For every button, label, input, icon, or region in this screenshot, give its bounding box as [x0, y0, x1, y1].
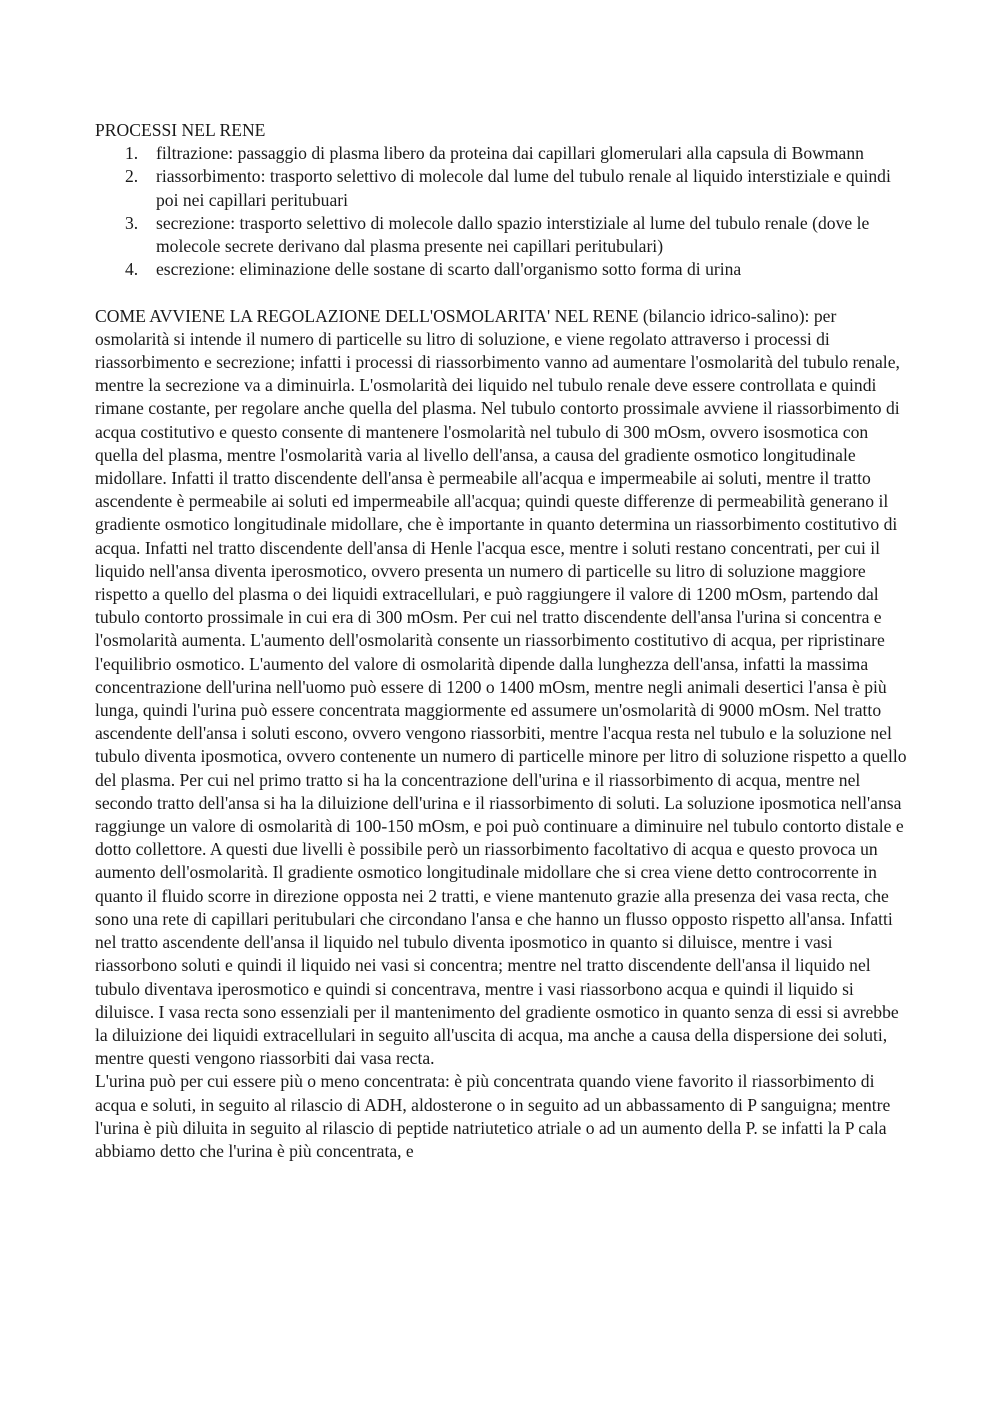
body-paragraph: COME AVVIENE LA REGOLAZIONE DELL'OSMOLARITA' NEL RENE (bilancio idrico-salino): per osmolarità si intende il numero di particelle su litro di soluzione, e viene regolato attraverso i processi di riassorbimento e secrezione; infatti i processi di riassorbimento vanno ad aumentare l'osmolarità del tubulo renale, mentre la secrezione va a diminuirla. L'osmolarità dei liquido nel tubulo renale deve essere controllata e quindi rimane costante, per regolare anche quella del plasma. Nel tubulo contorto prossimale avviene il riassorbimento di acqua costitutivo e questo consente di mantenere l'osmolarità nel tubulo di 300 mOsm, ovvero isosmotica con quella del plasma, mentre l'osmolarità varia al livello dell'ansa, a causa del gradiente osmotico longitudinale midollare. Infatti il tratto discendente dell'ansa è permeabile all'acqua e impermeabile ai soluti, mentre il tratto ascendente è permeabile ai soluti ed impermeabile all'acqua; quindi queste differenze di permeabilità generano il gradiente osmotico longitudinale midollare, che è importante in quanto determina un riassorbimento costitutivo di acqua. Infatti nel tratto discendente dell'ansa di Henle l'acqua esce, mentre i soluti restano concentrati, per cui il liquido nell'ansa diventa iperosmotico, ovvero presenta un numero di particelle su litro di soluzione maggiore rispetto a quello del plasma o dei liquidi extracellulari, e può raggiungere il valore di 1200 mOsm, partendo dal tubulo contorto prossimale in cui era di 300 mOsm. Per cui nel tratto discendente dell'ansa l'urina si concentra e l'osmolarità aumenta. L'aumento dell'osmolarità consente un riassorbimento costitutivo di acqua, per ripristinare l'equilibrio osmotico. L'aumento del valore di osmolarità dipende dalla lunghezza dell'ansa, infatti la massima concentrazione dell'urina nell'uomo può essere di 1200 o 1400 mOsm, mentre negli animali desertici l'ansa è più lunga, quindi l'urina può essere concentrata maggiormente ed assumere un'osmolarità di 9000 mOsm. Nel tratto ascendente dell'ansa i soluti escono, ovvero vengono riassorbiti, mentre l'acqua resta nel tubulo e la soluzione nel tubulo diventa iposmotica, ovvero contenente un numero di particelle minore per litro di soluzione rispetto a quello del plasma. Per cui nel primo tratto si ha la concentrazione dell'urina e il riassorbimento di acqua, mentre nel secondo tratto dell'ansa si ha la diluizione dell'urina e il riassorbimento di soluti. La soluzione iposmotica nell'ansa raggiunge un valore di osmolarità di 100-150 mOsm, e poi può continuare a diminuire nel tubulo contorto distale e dotto collettore. A questi due livelli è possibile però un riassorbimento facoltativo di acqua e questo provoca un aumento dell'osmolarità. Il gradiente osmotico longitudinale midollare che si crea viene detto controcorrente in quanto il fluido scorre in direzione opposta nei 2 tratti, e viene mantenuto grazie alla presenza dei vasa recta, che sono una rete di capillari peritubulari che circondano l'ansa e che hanno un flusso opposto rispetto all'ansa. Infatti nel tratto ascendente dell'ansa il liquido nel tubulo diventa iposmotico in quanto si diluisce, mentre i vasi riassorbono soluti e quindi il liquido nei vasi si concentra; mentre nel tratto discendente dell'ansa il liquido nel tubulo diventava iperosmotico e quindi si concentrava, mentre i vasi riassorbono acqua e quindi il liquido si diluisce. I vasa recta sono essenziali per il mantenimento del gradiente osmotico in quanto senza di essi si avrebbe la diluizione dei liquidi extracellulari in seguito all'uscita di acqua, ma anche a causa della dispersione dei soluti, mentre questi vengono riassorbiti dai vasa recta. — [95, 305, 907, 1069]
list-item-text: escrezione: eliminazione delle sostane di scarto dall'organismo sotto forma di urina — [156, 259, 742, 280]
list-item — [95, 212, 907, 258]
document-page — [95, 119, 907, 1163]
body-paragraph: L'urina può per cui essere più o meno concentrata: è più concentrata quando viene favorito il riassorbimento di acqua e soluti, in seguito al rilascio di ADH, aldosterone o in seguito ad un abbassamento di P sanguigna; mentre l'urina è più diluita in seguito al rilascio di peptide natriutetico atriale o ad un aumento della P. se infatti la P cala abbiamo detto che l'urina è più concentrata, e — [95, 1071, 891, 1161]
osmolarity-section — [95, 305, 907, 1164]
process-list — [95, 142, 907, 281]
list-item — [95, 258, 907, 281]
list-number: 3. — [125, 212, 139, 233]
list-item-text: filtrazione: passaggio di plasma libero da proteina dai capillari glomerulari alla capsula di Bowmann — [156, 143, 864, 164]
list-item-text: secrezione: trasporto selettivo di molecole dallo spazio interstiziale al lume del tubulo renale (dove le molecole secrete derivano dal plasma presente nei capillari peritubulari) — [156, 212, 870, 257]
list-item-text: riassorbimento: trasporto selettivo di molecole dal lume del tubulo renale al liquido interstiziale e quindi poi nei capillari peritubuari — [156, 166, 891, 210]
document-title: PROCESSI NEL RENE — [95, 120, 266, 140]
list-number: 4. — [125, 259, 139, 280]
list-item — [95, 142, 907, 165]
list-number: 1. — [125, 143, 139, 164]
list-item — [95, 165, 907, 211]
list-number: 2. — [125, 166, 139, 187]
